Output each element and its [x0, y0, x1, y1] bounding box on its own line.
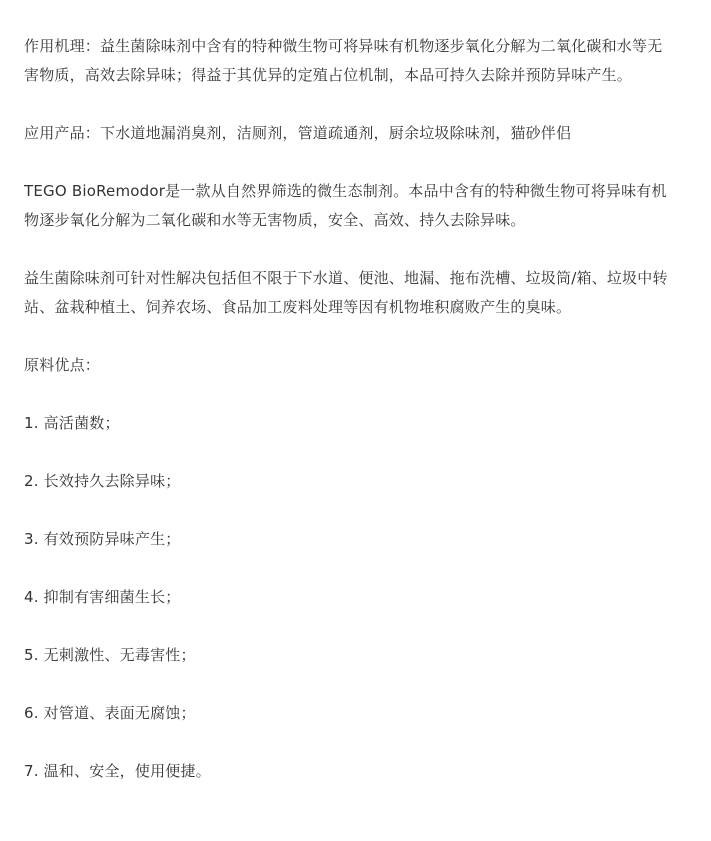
mechanism-paragraph: 作用机理：益生菌除味剂中含有的特种微生物可将异味有机物逐步氧化分解为二氧化碳和水等无害物质，高效去除异味；得益于其优异的定殖占位机制，本品可持久去除并预防异味产生。 [24, 37, 663, 84]
advantages-heading: 原料优点： [24, 356, 101, 374]
advantage-item: 3. 有效预防异味产生； [24, 530, 181, 548]
article-body [24, 32, 674, 815]
advantages-list [24, 409, 674, 786]
advantage-item: 1. 高活菌数； [24, 414, 120, 432]
product-intro-paragraph: TEGO BioRemodor是一款从自然界筛选的微生态制剂。本品中含有的特种微生物可将异味有机物逐步氧化分解为二氧化碳和水等无害物质，安全、高效、持久去除异味。 [24, 182, 667, 229]
advantage-item: 4. 抑制有害细菌生长； [24, 588, 181, 606]
applications-paragraph: 应用产品：下水道地漏消臭剂，洁厕剂，管道疏通剂，厨余垃圾除味剂，猫砂伴侣 [24, 124, 572, 142]
advantage-item: 5. 无刺激性、无毒害性； [24, 646, 196, 664]
advantage-item: 6. 对管道、表面无腐蚀； [24, 704, 196, 722]
advantage-item: 2. 长效持久去除异味； [24, 472, 181, 490]
use-cases-paragraph: 益生菌除味剂可针对性解决包括但不限于下水道、便池、地漏、拖布洗槽、垃圾筒/箱、垃圾中转站、盆栽种植土、饲养农场、食品加工废料处理等因有机物堆积腐败产生的臭味。 [24, 269, 668, 316]
advantage-item: 7. 温和、安全，使用便捷。 [24, 762, 211, 780]
